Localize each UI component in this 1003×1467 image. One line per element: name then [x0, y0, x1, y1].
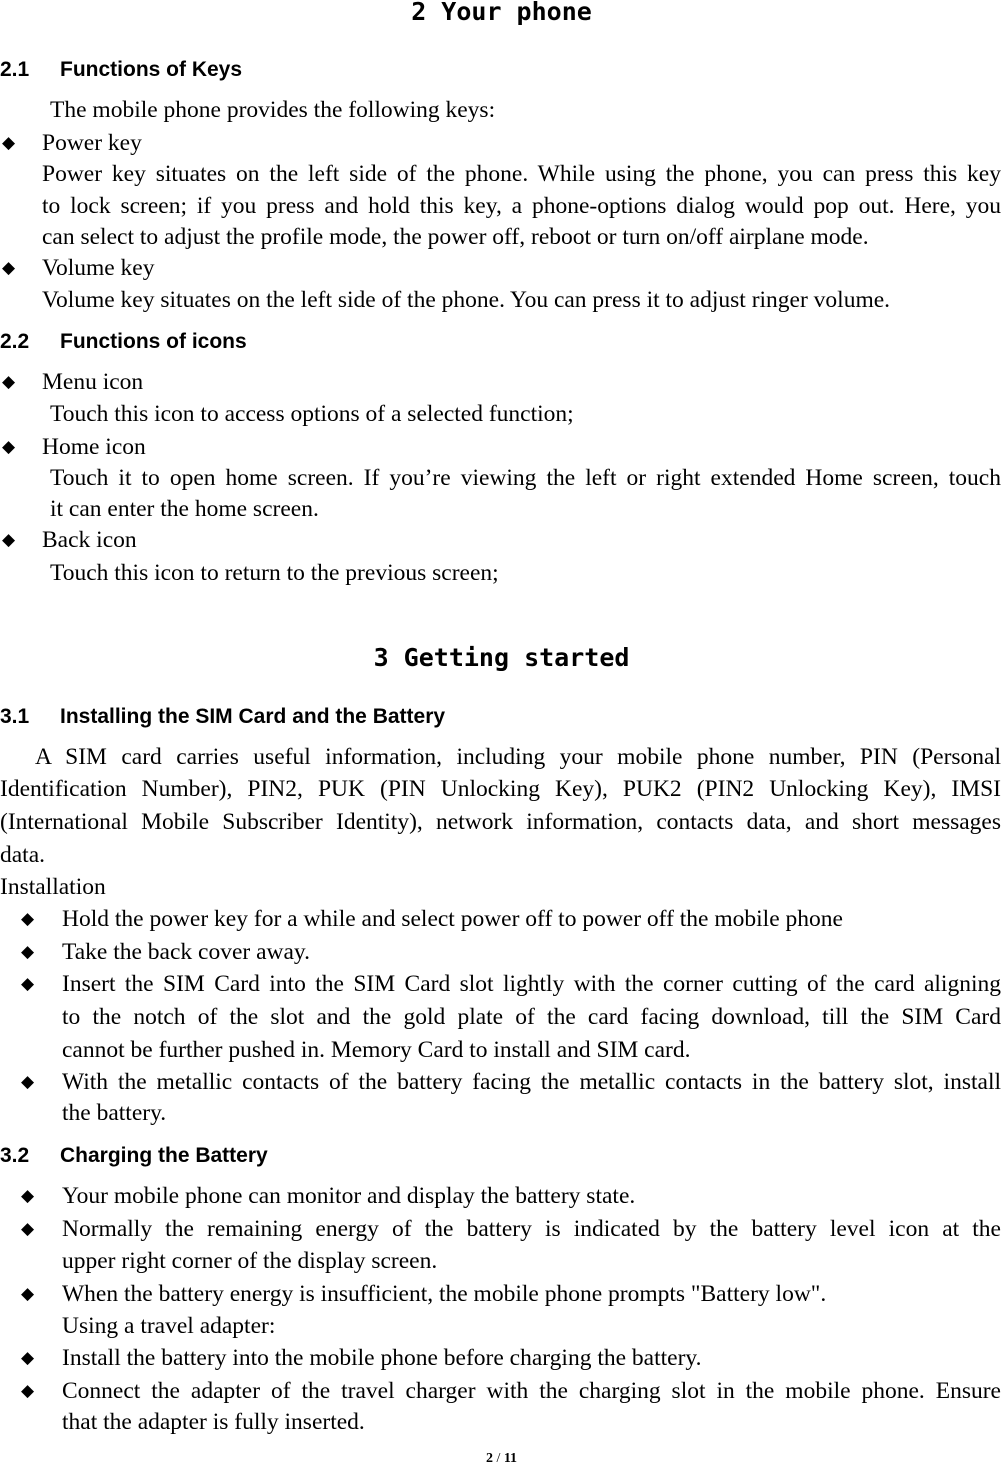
text-line: that the adapter is fully inserted. — [62, 1409, 365, 1435]
text-line: can select to adjust the profile mode, the power off, reboot or turn on/off airplane mode. — [42, 224, 869, 250]
text-line: Identification Number), PIN2, PUK (PIN Unlocking Key), PUK2 (PIN2 Unlocking Key), IMSI — [0, 776, 1001, 802]
text-line: Touch it to open home screen. If you’re viewing the left or right extended Home screen, touch — [50, 465, 1001, 491]
text-line: Insert the SIM Card into the SIM Card slot lightly with the corner cutting of the card aligning — [62, 971, 1001, 997]
menu-icon-description: Touch this icon to access options of a selected function; — [50, 401, 574, 427]
home-icon-title: Home icon — [42, 434, 146, 460]
diamond-bullet-icon: ◆ — [21, 974, 35, 994]
diamond-bullet-icon: ◆ — [21, 909, 35, 929]
chapter-2-title: 2 Your phone — [411, 0, 592, 26]
menu-icon-title: Menu icon — [42, 369, 144, 395]
text-line: the battery. — [62, 1100, 167, 1126]
diamond-bullet-icon: ◆ — [21, 1219, 35, 1239]
diamond-bullet-icon: ◆ — [2, 372, 16, 392]
diamond-bullet-icon: ◆ — [21, 942, 35, 962]
diamond-bullet-icon: ◆ — [2, 133, 16, 153]
section-number: 2.1 — [0, 58, 30, 81]
section-title: Functions of icons — [60, 330, 247, 353]
current-page: 2 — [485, 1451, 493, 1466]
page-separator: / — [492, 1451, 504, 1466]
section-2-2-heading — [0, 330, 247, 354]
diamond-bullet-icon: ◆ — [21, 1381, 35, 1401]
diamond-bullet-icon: ◆ — [2, 530, 16, 550]
diamond-bullet-icon: ◆ — [2, 258, 16, 278]
diamond-bullet-icon: ◆ — [2, 437, 16, 457]
charging-item: When the battery energy is insufficient, the mobile phone prompts "Battery low". — [62, 1281, 827, 1307]
text-line: cannot be further pushed in. Memory Card to install and SIM card. — [62, 1037, 691, 1063]
back-icon-title: Back icon — [42, 527, 137, 553]
travel-adapter-label: Using a travel adapter: — [62, 1313, 276, 1339]
power-key-title: Power key — [42, 130, 142, 156]
section-3-2-heading — [0, 1144, 268, 1168]
chapter-3-title: 3 Getting started — [373, 643, 630, 672]
text-line: With the metallic contacts of the battery facing the metallic contacts in the battery slot, install — [62, 1069, 1001, 1095]
text-line: it can enter the home screen. — [50, 496, 319, 522]
volume-key-title: Volume key — [42, 255, 155, 281]
section-3-1-heading — [0, 705, 445, 729]
text-line: to lock screen; if you press and hold this key, a phone-options dialog would pop out. Here, you — [42, 193, 1001, 219]
text-line: data. — [0, 842, 46, 868]
installation-label: Installation — [0, 874, 106, 900]
text-line: Connect the adapter of the travel charger with the charging slot in the mobile phone. Ensure — [62, 1378, 1001, 1404]
section-number: 3.1 — [0, 705, 30, 728]
section-title: Charging the Battery — [60, 1144, 268, 1167]
diamond-bullet-icon: ◆ — [21, 1072, 35, 1092]
installation-step: Take the back cover away. — [62, 939, 311, 965]
installation-step: Hold the power key for a while and select power off to power off the mobile phone — [62, 906, 843, 932]
section-title: Functions of Keys — [60, 58, 243, 81]
back-icon-description: Touch this icon to return to the previous screen; — [50, 560, 499, 586]
text-line: to the notch of the slot and the gold plate of the card facing download, till the SIM Card — [62, 1004, 1001, 1030]
section-number: 2.2 — [0, 330, 30, 353]
diamond-bullet-icon: ◆ — [21, 1186, 35, 1206]
volume-key-description: Volume key situates on the left side of the phone. You can press it to adjust ringer volume. — [42, 287, 891, 313]
text-line: A SIM card carries useful information, including your mobile phone number, PIN (Personal — [35, 744, 1001, 770]
text-line: Normally the remaining energy of the battery is indicated by the battery level icon at the — [62, 1216, 1001, 1242]
charging-item: Your mobile phone can monitor and display the battery state. — [62, 1183, 636, 1209]
diamond-bullet-icon: ◆ — [21, 1348, 35, 1368]
section-2-1-heading — [0, 58, 242, 82]
diamond-bullet-icon: ◆ — [21, 1284, 35, 1304]
adapter-item: Install the battery into the mobile phone before charging the battery. — [62, 1345, 702, 1371]
text-line: Power key situates on the left side of the phone. While using the phone, you can press this key — [42, 161, 1001, 187]
section-title: Installing the SIM Card and the Battery — [60, 705, 446, 728]
section-2-1-intro: The mobile phone provides the following keys: — [50, 97, 496, 123]
total-pages: 11 — [503, 1451, 518, 1466]
section-number: 3.2 — [0, 1144, 30, 1167]
text-line: (International Mobile Subscriber Identity), network information, contacts data, and short messages — [0, 809, 1001, 835]
text-line: upper right corner of the display screen. — [62, 1248, 438, 1274]
